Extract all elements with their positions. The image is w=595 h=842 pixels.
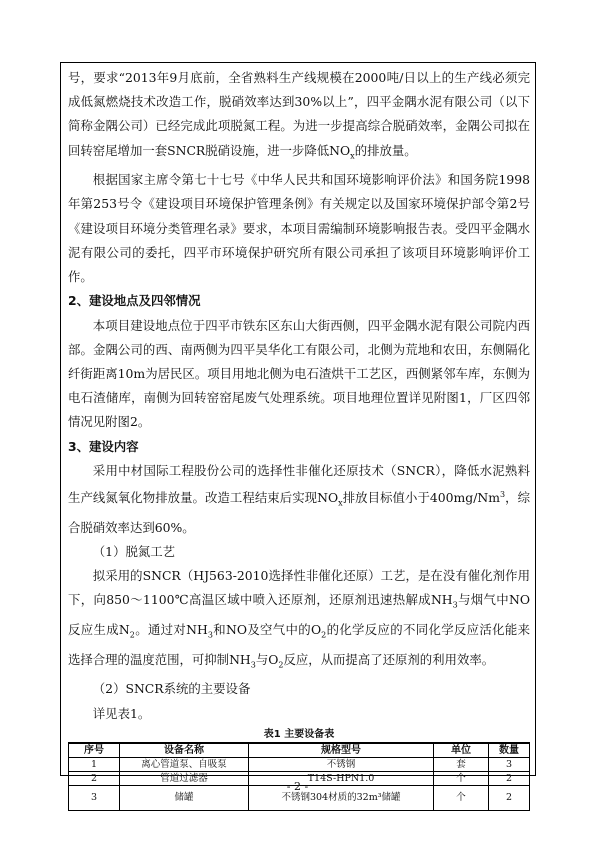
section-heading-content: 3、建设内容 (68, 438, 139, 454)
cell-name: 管道过滤器 (120, 771, 249, 785)
cell-qty: 3 (489, 757, 530, 771)
cell-name: 离心管道泵、自吸泵 (120, 757, 249, 771)
cell-name: 储罐 (120, 785, 249, 810)
cell-unit: 套 (434, 757, 489, 771)
paragraph-location: 本项目建设地点位于四平市铁东区东山大街西侧，四平金隅水泥有限公司院内西部。金隅公司的西、南两侧为四平昊华化工有限公司，北侧为荒地和农田，东侧隔化纤街距离10m为居民区。项目用地北侧为电石渣烘干工艺区，西侧紧邻车库，东侧为电石渣储库，南侧为回转窑窑尾废气处理系统。项目地理位置详见附图1，厂区四邻情况见附图2。 (68, 317, 530, 430)
cell-index: 2 (69, 771, 120, 785)
document-body (68, 66, 530, 811)
paragraph-intro-continued: 号，要求“2013年9月底前，全省熟料生产线规模在2000吨/日以上的生产线必须完成低氮燃烧技术改造工作，脱硝效率达到30%以上”，四平金隅水泥有限公司（以下简称金隅公司）已经完成此项脱氮工程。为进一步提高综合脱硝效率，金隅公司拟在回转窑尾增加一套SNCR脱硝设施，进一步降低$NO_x$的排放量。 (68, 70, 530, 161)
cell-qty: 2 (489, 771, 530, 785)
col-header-index: 序号 (69, 743, 120, 758)
cell-spec: 不锈钢 (249, 757, 434, 771)
cell-qty: 2 (489, 785, 530, 810)
subheading-process: （1）脱氮工艺 (92, 543, 176, 559)
col-header-spec: 规格型号 (249, 743, 434, 758)
col-header-unit: 单位 (434, 743, 489, 758)
table-header-row (69, 743, 530, 758)
paragraph-process: 拟采用的SNCR（HJ563-2010选择性非催化还原）工艺，是在没有催化剂作用下，向850～1100℃高温区域中喷入还原剂，还原剂迅速热解成$NH_3$与烟气中NO反应生成$N_2$。通过对$NH_3$和NO及空气中的$O_2$的化学反应的不同化学反应活化能来选择合理的温度范围，可抑制$NH_3$与$O_2$反应，从而提高了还原剂的利用效率。 (68, 568, 530, 670)
page-number: - 2 - (286, 780, 309, 793)
subheading-equipment: （2）SNCR系统的主要设备 (92, 681, 251, 697)
col-header-name: 设备名称 (120, 743, 249, 758)
cell-index: 1 (69, 757, 120, 771)
table-row (69, 757, 530, 771)
equipment-table (68, 742, 530, 811)
section-heading-location: 2、建设地点及四邻情况 (68, 293, 201, 309)
paragraph-see-table: 详见表1。 (92, 705, 151, 721)
table-caption: 表1 主要设备表 (263, 728, 335, 740)
paragraph-legal-basis: 根据国家主席令第七十七号《中华人民共和国环境影响评价法》和国务院1998年第253号令《建设项目环境保护管理条例》有关规定以及国家环境保护部令第2号《建设项目环境分类管理名录》要求，本项目需编制环境影响报告表。受四平金隅水泥有限公司的委托，四平市环境保护研究所有限公司承担了该项目环境影响评价工作。 (68, 172, 530, 285)
cell-spec: T14S-HPN1.0 (249, 771, 434, 785)
cell-unit: 个 (434, 771, 489, 785)
cell-unit: 个 (434, 785, 489, 810)
paragraph-content: 采用中材国际工程股份公司的选择性非催化还原技术（SNCR），降低水泥熟料生产线氮氧化物排放量。改造工程结束后实现$NO_x$排放目标值小于400mg/Nm$^3$，综合脱硝效率达到60%。 (68, 462, 531, 535)
col-header-qty: 数量 (489, 743, 530, 758)
cell-spec: 不锈钢304材质的32m³储罐 (249, 785, 434, 810)
cell-index: 3 (69, 785, 120, 810)
